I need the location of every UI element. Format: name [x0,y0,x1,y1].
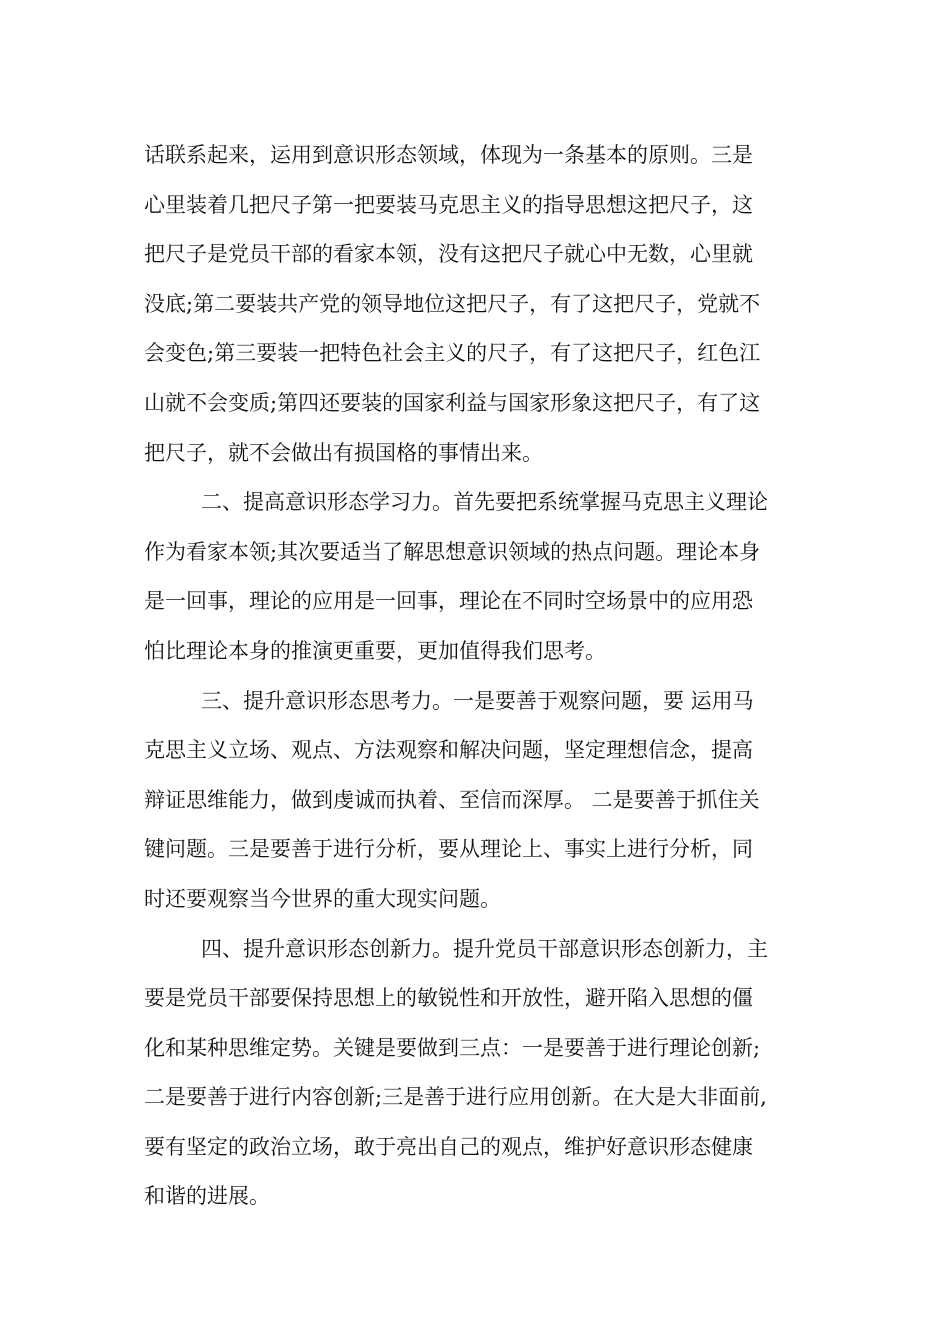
body-text [144,131,834,1222]
paragraph-4 [144,925,834,1223]
text-line: 心里装着几把尺子第一把要装马克思主义的指导思想这把尺子，这 [144,192,753,217]
text-line: 四、提升意识形态创新力。提升党员干部意识形态创新力，主 [201,936,768,961]
paragraph-3 [144,677,834,925]
text-line: 键问题。三是要善于进行分析，要从理论上、事实上进行分析，同 [144,837,753,862]
text-line: 作为看家本领;其次要适当了解思想意识领域的热点问题。理论本身 [144,539,761,564]
text-line: 话联系起来，运用到意识形态领域，体现为一条基本的原则。三是 [144,143,753,167]
text-line: 化和某种思维定势。关键是要做到三点：一是要善于进行理论创新; [144,1035,761,1060]
text-line: 把尺子，就不会做出有损国格的事情出来。 [144,440,543,465]
text-line: 克思主义立场、观点、方法观察和解决问题，坚定理想信念，提高 [144,738,753,763]
text-line: 辩证思维能力，做到虔诚而执着、至信而深厚。 二是要善于抓住关 [144,787,760,812]
text-line: 没底;第二要装共产党的领导地位这把尺子，有了这把尺子，党就不 [144,291,761,316]
paragraph-1 [144,131,834,478]
text-line: 三、提升意识形态思考力。一是要善于观察问题，要 运用马 [201,688,754,713]
paragraph-2 [144,478,834,676]
text-line: 怕比理论本身的推演更重要，更加值得我们思考。 [144,638,606,663]
text-line: 时还要观察当今世界的重大现实问题。 [144,886,501,911]
text-line: 把尺子是党员干部的看家本领，没有这把尺子就心中无数，心里就 [144,242,753,267]
text-line: 要是党员干部要保持思想上的敏锐性和开放性，避开陷入思想的僵 [144,986,753,1011]
text-line: 和谐的进展。 [144,1184,270,1209]
text-line: 要有坚定的政治立场，敢于亮出自己的观点，维护好意识形态健康 [144,1134,753,1159]
text-line: 山就不会变质;第四还要装的国家利益与国家形象这把尺子，有了这 [144,390,761,415]
text-line: 是一回事，理论的应用是一回事，理论在不同时空场景中的应用恐 [144,589,753,614]
text-line: 会变色;第三要装一把特色社会主义的尺子，有了这把尺子，红色江 [144,341,761,366]
text-line: 二、提高意识形态学习力。首先要把系统掌握马克思主义理论 [201,490,768,515]
text-line: 二是要善于进行内容创新;三是善于进行应用创新。在大是大非面前, [144,1085,767,1110]
